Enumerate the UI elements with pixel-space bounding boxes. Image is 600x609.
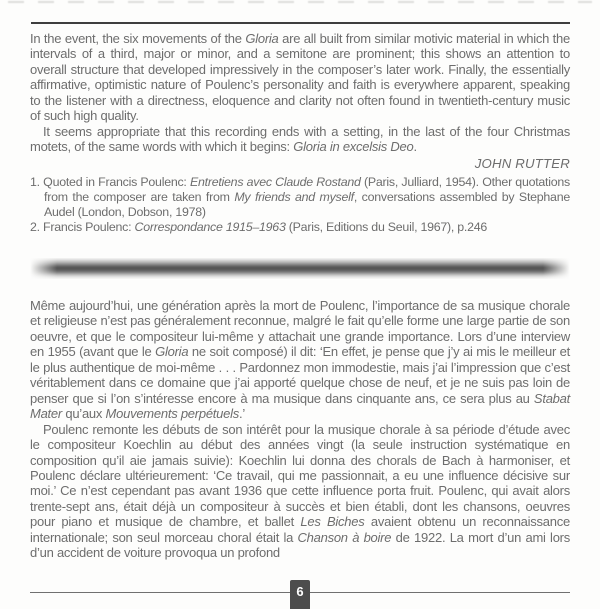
author-byline: JOHN RUTTER: [474, 155, 570, 171]
paragraph: [30, 31, 570, 124]
italic-text-run: Correspondance 1915–1963: [134, 220, 286, 235]
page-number: 6: [296, 584, 304, 599]
italic-text-run: Les Biches: [300, 514, 365, 530]
english-paragraphs: [30, 31, 570, 155]
paragraph: [30, 220, 570, 235]
text-run: .: [413, 139, 417, 155]
text-run: (Paris, Editions du Seuil, 1967), p.246: [285, 220, 488, 235]
italic-text-run: Gloria: [155, 344, 189, 360]
text-run: qu’aux: [61, 406, 106, 422]
italic-text-run: Entretiens avec Claude Rostand: [189, 175, 361, 190]
italic-text-run: My friends and myself: [234, 190, 354, 205]
italic-text-run: Gloria: [245, 31, 279, 46]
text-run: are all built from similar motivic material in which the intervals of a third, major or minor, and a semitone are prominent; this shows an attention to overall structure that developed impressively in the composer’s later work. Finally, the essentially affirmative, optimistic nature of Poulenc’s personality and faith is everywhere apparent, speaking to the listener with a directness, eloquence and clarity not often found in twentieth-century music of such high quality.: [30, 31, 570, 124]
text-run: Poulenc remonte les débuts de son intérêt pour la musique chorale à sa période d’étude avec le compositeur Koechlin au début des années vingt (la seule instruction systématique en composition qu’il aie jamais suivie): Koechlin lui donna des chorals de Bach à harmoniser, et Poulenc déclare ultérieurement: ‘Ce travail, qui me passionnait, a eu une influence décisive sur moi.’ Ce n’est cependant pas avant 1936 que cette influence porta fruit. Poulenc, qui avait alors trente-sept ans, était déjà un compositeur à succès et bien établi, dont les chansons, oeuvres pour piano et musique de chambre, et ballet: [30, 421, 570, 530]
text-run: ne soit composé) il dit: ‘En effet, je pense que j’y ai mis le meilleur et le plus authentique de moi-même . . . Pardonnez mon immodestie, mais j’ai l’impression que c’est véritablement dans ce domaine que j’ai apporté quelque chose de neuf, et je ne suis pas loin de penser que si l’on s’intéresse encore à ma musique dans cinquante ans, ce sera plus au: [30, 344, 570, 406]
italic-text-run: Chanson à boire: [297, 529, 392, 545]
paragraph: [30, 175, 570, 220]
text-run: In the event, the six movements of the: [30, 31, 246, 46]
footnotes: [30, 175, 570, 235]
scan-artifact: [8, 1, 592, 3]
text-run: It seems appropriate that this recording ends with a setting, in the last of the four Christmas motets, of the same words with which it begins:: [30, 123, 570, 155]
section-divider: [30, 258, 570, 279]
english-section: [30, 31, 570, 235]
text-run: Même aujourd’hui, une génération après la mort de Poulenc, l’importance de sa musique chorale et religieuse n’est pas généralement reconnue, malgré le fait qu’elle forme une large partie de son oeuvre, et que le compositeur lui-même y attachait une grande importance. Lors d’une interview en 1955 (avant que le: [30, 298, 570, 360]
text-run: avaient obtenu un reconnaissance internationale; son seul morceau choral était la: [30, 514, 570, 545]
paragraph: [30, 298, 570, 422]
paragraph: [30, 422, 570, 561]
italic-text-run: Stabat Mater: [30, 390, 570, 422]
italic-text-run: Mouvements perpétuels: [105, 406, 240, 422]
page-number-badge: [290, 580, 310, 609]
paragraph: [30, 124, 570, 155]
text-run: 1. Quoted in Francis Poulenc:: [30, 175, 190, 190]
text-run: 2. Francis Poulenc:: [30, 220, 135, 235]
text-run: (Paris, Julliard, 1954). Other quotations from the composer are taken from: [44, 175, 570, 205]
italic-text-run: Gloria in excelsis Deo: [293, 139, 414, 155]
french-section: [30, 298, 570, 561]
text-run: , conversations assembled by Stephane Audel (London, Dobson, 1978): [44, 190, 570, 220]
text-run: de 1922. La mort d’un ami lors d’un accident de voiture provoqua un profond: [30, 529, 571, 561]
top-rule: [31, 22, 570, 24]
text-run: .’: [239, 406, 246, 422]
